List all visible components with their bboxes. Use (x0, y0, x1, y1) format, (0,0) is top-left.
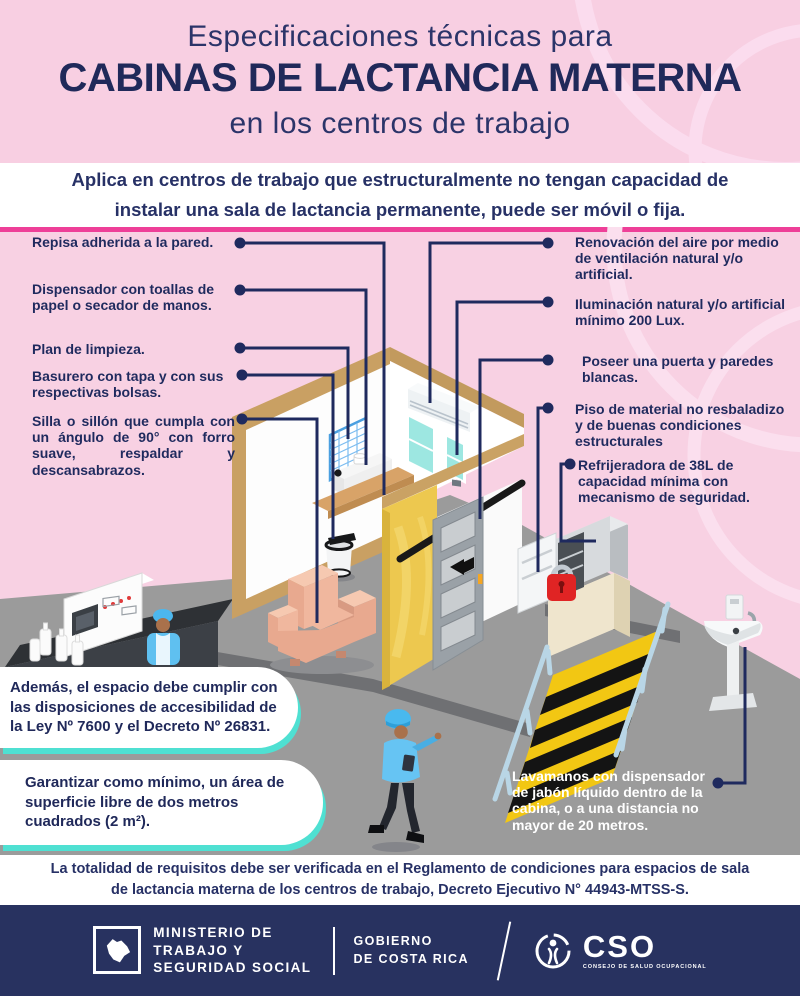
label-piso: Piso de material no resbaladizo y de buenas condiciones estructurales (575, 401, 785, 450)
callout-superficie: Garantizar como mínimo, un área de superficie libre de dos metros cuadrados (2 m²). (0, 760, 323, 845)
cso-acronym: CSO (582, 929, 657, 964)
label-basurero: Basurero con tapa y con sus respectivas bolsas. (32, 368, 224, 401)
government-line-1: GOBIERNO (353, 934, 433, 948)
scope-banner (0, 163, 800, 227)
cso-logo (533, 931, 707, 971)
regulation-note-text: La totalidad de requisitos debe ser verificada en el Reglamento de condiciones para espacios de sala de lactancia materna de los centros de trabajo, Decreto Ejecutivo N° 44943-MTSS-S. (50, 860, 750, 898)
title-line-3: en los centros de trabajo (229, 107, 571, 140)
ministry-logo (93, 924, 311, 977)
title-section (0, 0, 800, 163)
label-silla: Silla o sillón que cumpla con un ángulo de 90° con forro suave, respaldar y descansabrazos. (32, 413, 235, 478)
label-plan: Plan de limpieza. (32, 341, 145, 357)
title-line-1: Especificaciones técnicas para (187, 20, 613, 53)
cso-tagline: CONSEJO DE SALUD OCUPACIONAL (582, 964, 707, 970)
diagram-section (0, 227, 800, 855)
government-line-2: DE COSTA RICA (353, 951, 469, 966)
label-lavamanos: Lavamanos con dispensador de jabón líquido dentro de la cabina, o a una distancia no mayor de 20 metros. (512, 768, 705, 833)
label-refrigeradora: Refrijeradora de 38L de capacidad mínima con mecanismo de seguridad. (578, 457, 750, 506)
footer (0, 905, 800, 996)
title-line-2: CABINAS DE LACTANCIA MATERNA (58, 56, 742, 100)
cso-emblem-icon (533, 931, 573, 971)
towel-dispenser (354, 454, 366, 464)
label-iluminacion: Iluminación natural y/o artificial mínimo 200 Lux. (575, 296, 786, 329)
door-handle (478, 574, 483, 584)
label-puerta: Poseer una puerta y paredes blancas. (582, 353, 774, 386)
slash-divider (497, 921, 511, 980)
costa-rica-map-icon (93, 926, 141, 974)
regulation-note (0, 855, 800, 905)
label-repisa: Repisa adherida a la pared. (32, 234, 214, 250)
government-logo (353, 933, 468, 968)
ministry-line-1: MINISTERIO DE (153, 925, 273, 941)
soap-dispenser (726, 595, 743, 619)
callout-accesibilidad: Además, el espacio debe cumplir con las disposiciones de accesibilidad de la Ley Nº 7600 y el Decreto Nº 26831. (0, 667, 298, 748)
label-renovacion: Renovación del aire por medio de ventilación natural y/o artificial. (575, 234, 779, 283)
ministry-line-2: TRABAJO Y (153, 942, 244, 958)
label-dispensador: Dispensador con toallas de papel o secador de manos. (32, 281, 215, 314)
scope-banner-text: Aplica en centros de trabajo que estructuralmente no tengan capacidad de instalar una sala de lactancia permanente, puede ser móvil o fija. (71, 169, 729, 220)
tablet (402, 754, 415, 771)
sliding-door (433, 497, 483, 670)
kettle (334, 469, 341, 476)
ministry-line-3: SEGURIDAD SOCIAL (153, 960, 312, 976)
footer-divider (333, 927, 335, 975)
